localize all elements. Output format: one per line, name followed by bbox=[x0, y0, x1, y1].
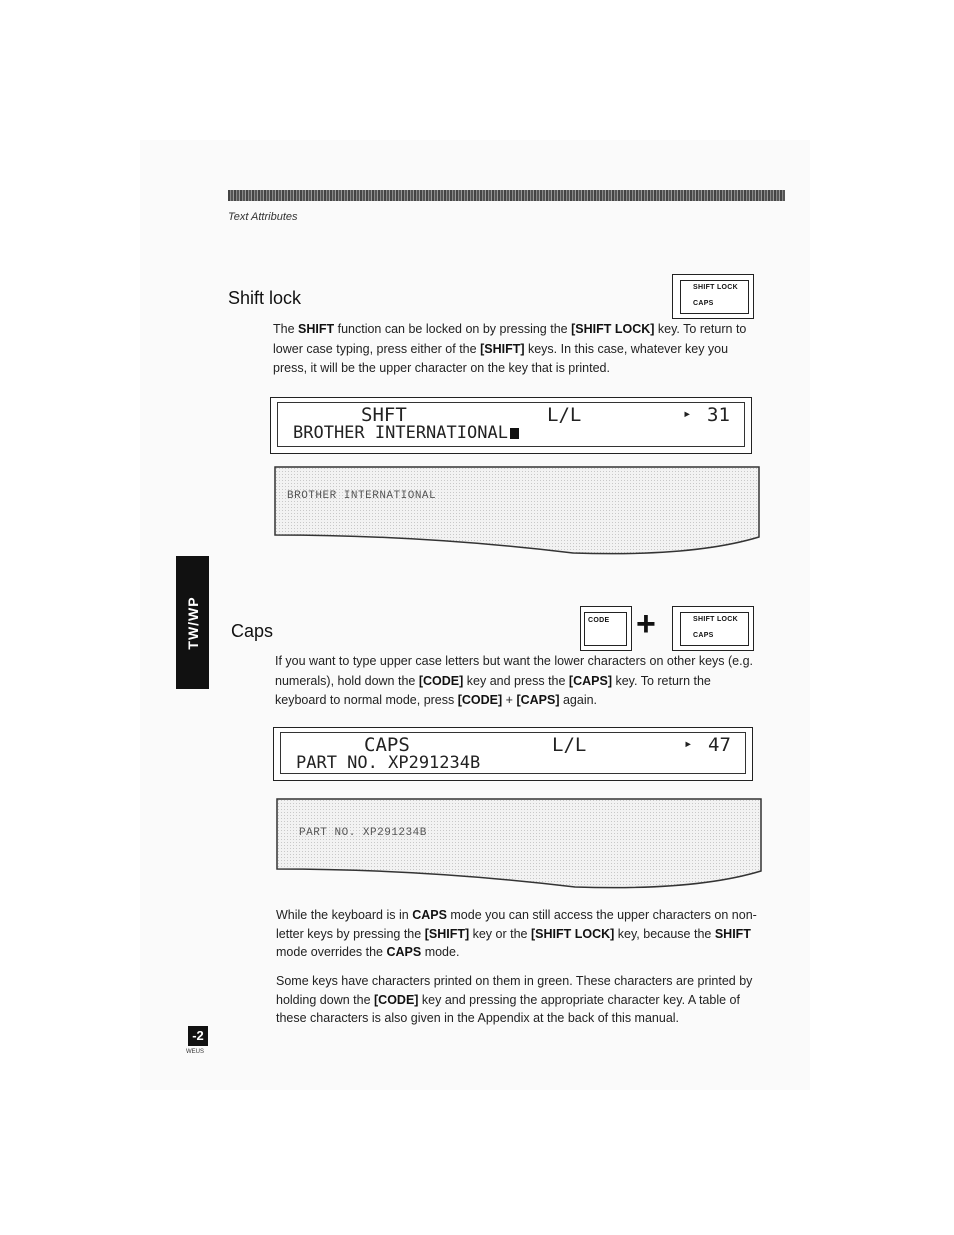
notes-paragraph-1: While the keyboard is in CAPS mode you can still access the upper characters on non-letter keys by pressing the [SHIFT] key or the [SHIFT LOCK] key, because the SHIFT mode overrides the CAPS mode. bbox=[276, 908, 757, 959]
key-bottom-label: CAPS bbox=[693, 300, 714, 307]
side-tab bbox=[176, 556, 209, 689]
lcd-line2: PART NO. XP291234B bbox=[296, 753, 481, 773]
cursor-icon bbox=[510, 428, 519, 439]
lcd-mode: SHFT bbox=[361, 404, 407, 426]
shift-lock-paragraph: The SHIFT function can be locked on by pressing the [SHIFT LOCK] key. To return to lower case typing, press either of the [SHIFT] keys. In this case, whatever key you press, it will be the upper character on the key that is printed. bbox=[273, 322, 747, 375]
header-rule bbox=[228, 190, 785, 201]
shift-lock-heading: Shift lock bbox=[228, 288, 302, 308]
lcd-case: L/L bbox=[552, 734, 587, 756]
code-key-icon bbox=[580, 606, 632, 651]
printout-sample bbox=[273, 465, 761, 557]
lcd-display bbox=[273, 727, 753, 781]
page-number: -2 bbox=[188, 1026, 208, 1046]
side-tab-label: TW/WP bbox=[184, 595, 201, 650]
running-head: Text Attributes bbox=[228, 211, 298, 223]
key-top-label: SHIFT LOCK bbox=[693, 616, 738, 623]
lcd-count: 31 bbox=[707, 404, 730, 426]
lcd-arrow-icon: ▸ bbox=[683, 406, 692, 422]
key-bottom-label: CAPS bbox=[693, 632, 714, 639]
lcd-case: L/L bbox=[547, 404, 582, 426]
notes-paragraph-2: Some keys have characters printed on them in green. These characters are printed by holding down the [CODE] key and pressing the appropriate character key. A table of these characters is also given in the Appendix at the back of this manual. bbox=[276, 974, 753, 1025]
lcd-display bbox=[270, 397, 752, 454]
lcd-arrow-icon: ▸ bbox=[684, 736, 693, 752]
shift-lock-key-icon bbox=[672, 274, 754, 319]
printout-text: PART NO. XP291234B bbox=[299, 827, 427, 839]
caps-paragraph: If you want to type upper case letters but want the lower characters on other keys (e.g. numerals), hold down the [CODE] key and press the [CAPS] key. To return the keyboard to normal mode, press [CODE] + [CAPS] again. bbox=[275, 654, 754, 707]
key-top-label: SHIFT LOCK bbox=[693, 284, 738, 291]
lcd-mode: CAPS bbox=[364, 734, 410, 756]
printout-sample bbox=[275, 797, 763, 891]
plus-icon: + bbox=[636, 605, 656, 643]
lcd-count: 47 bbox=[708, 734, 731, 756]
printout-text: BROTHER INTERNATIONAL bbox=[287, 490, 437, 502]
caps-heading: Caps bbox=[231, 621, 274, 641]
lcd-line2: BROTHER INTERNATIONAL bbox=[293, 423, 519, 443]
code-key-label: CODE bbox=[588, 617, 610, 624]
shift-lock-key-icon bbox=[672, 606, 754, 651]
footer-code: WEUS bbox=[186, 1049, 204, 1055]
